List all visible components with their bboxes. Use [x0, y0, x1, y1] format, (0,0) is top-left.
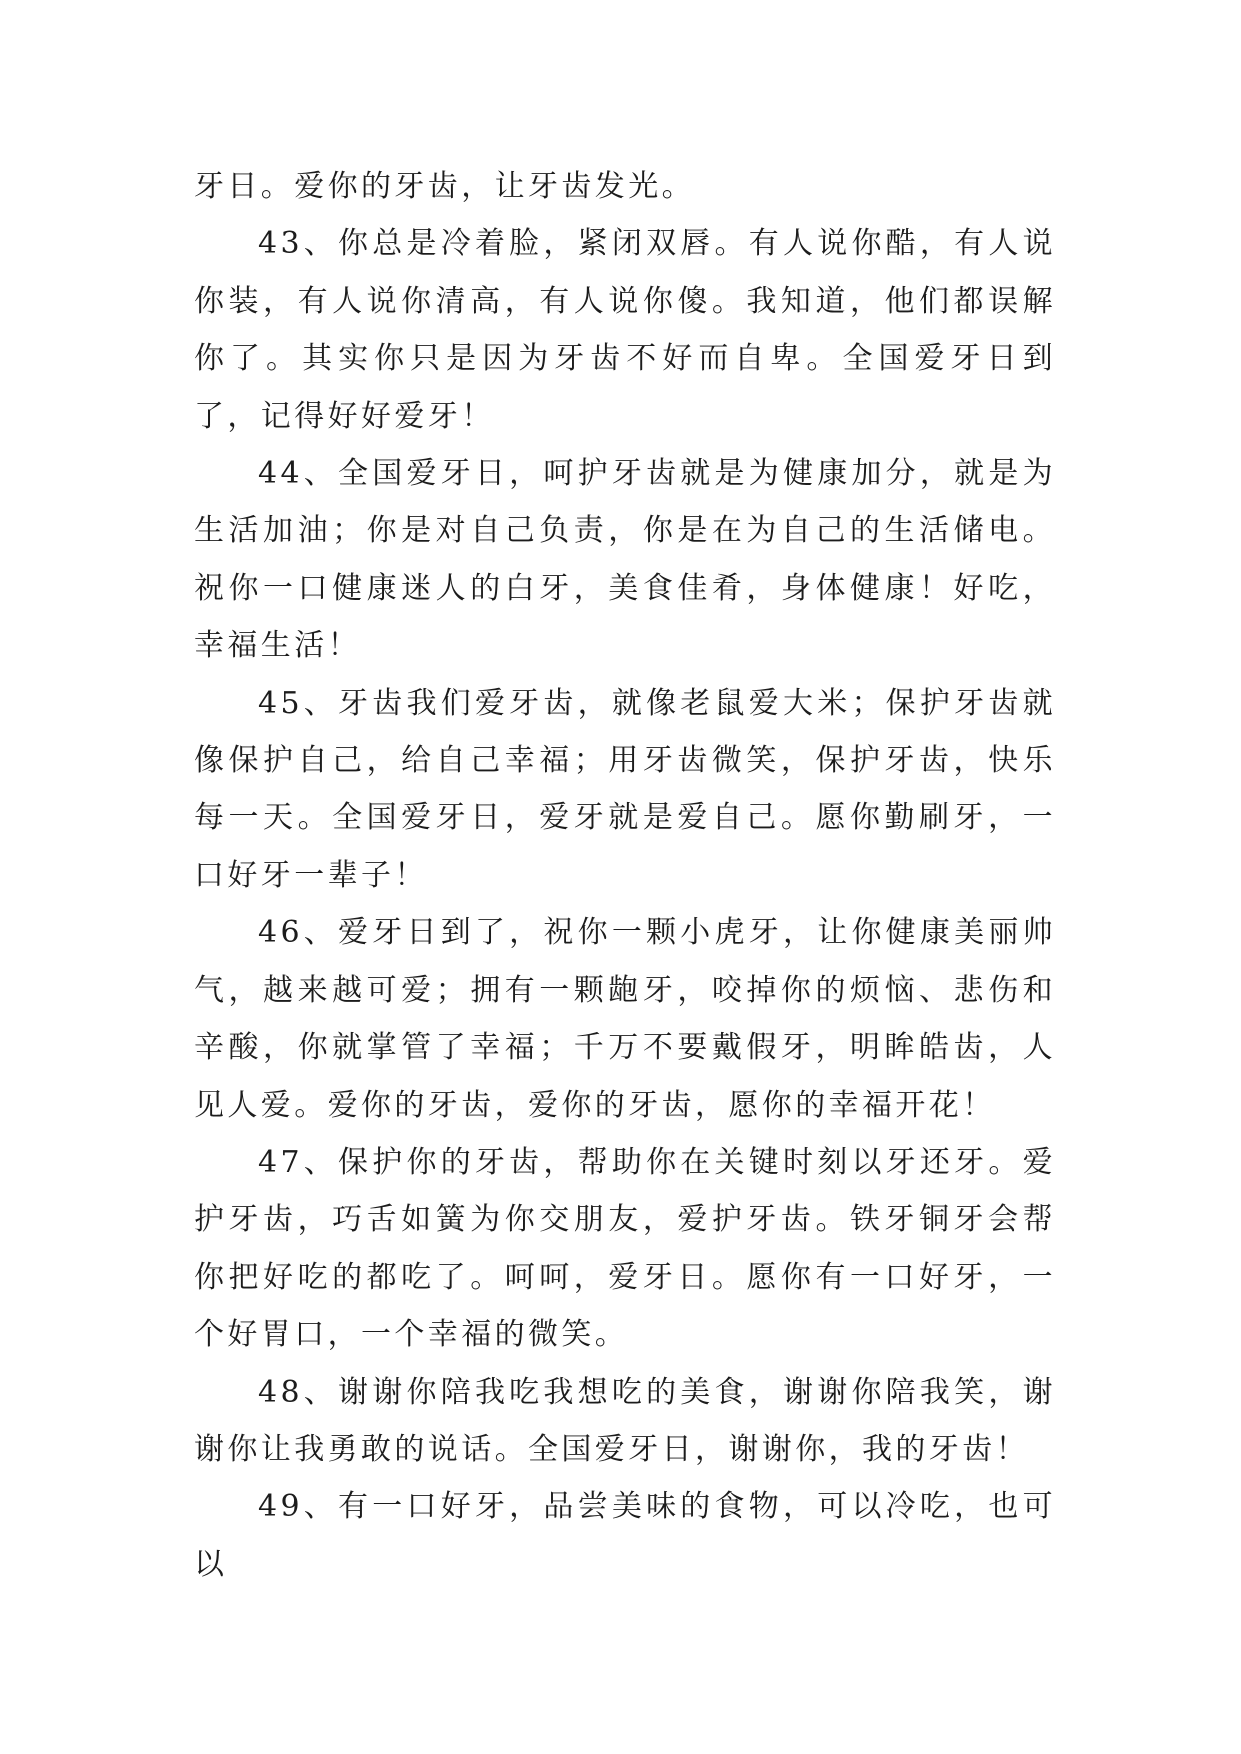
paragraph-46: 46、爱牙日到了，祝你一颗小虎牙，让你健康美丽帅气，越来越可爱；拥有一颗龅牙，咬掉你的烦恼、悲伤和辛酸，你就掌管了幸福；千万不要戴假牙，明眸皓齿，人见人爱。爱你的牙齿，爱你的牙齿，愿你的幸福开花！ — [194, 915, 1056, 1123]
paragraph-continuation: 牙日。爱你的牙齿，让牙齿发光。 — [194, 169, 695, 204]
paragraph-44: 44、全国爱牙日，呵护牙齿就是为健康加分，就是为生活加油；你是对自己负责，你是在为自己的生活储电。祝你一口健康迷人的白牙，美食佳肴，身体健康！好吃，幸福生活！ — [194, 456, 1056, 664]
document-body — [194, 158, 1056, 1593]
paragraph-43: 43、你总是冷着脸，紧闭双唇。有人说你酷，有人说你装，有人说你清高，有人说你傻。我知道，他们都误解你了。其实你只是因为牙齿不好而自卑。全国爱牙日到了，记得好好爱牙！ — [194, 226, 1056, 434]
paragraph-48: 48、谢谢你陪我吃我想吃的美食，谢谢你陪我笑，谢谢你让我勇敢的说话。全国爱牙日，谢谢你，我的牙齿！ — [194, 1374, 1056, 1467]
paragraph-47: 47、保护你的牙齿，帮助你在关键时刻以牙还牙。爱护牙齿，巧舌如簧为你交朋友，爱护牙齿。铁牙铜牙会帮你把好吃的都吃了。呵呵，爱牙日。愿你有一口好牙，一个好胃口，一个幸福的微笑。 — [194, 1144, 1056, 1353]
paragraph-45: 45、牙齿我们爱牙齿，就像老鼠爱大米；保护牙齿就像保护自己，给自己幸福；用牙齿微笑，保护牙齿，快乐每一天。全国爱牙日，爱牙就是爱自己。愿你勤刷牙，一口好牙一辈子！ — [194, 685, 1056, 893]
paragraph-49: 49、有一口好牙，品尝美味的食物，可以冷吃，也可以 — [194, 1489, 1056, 1582]
